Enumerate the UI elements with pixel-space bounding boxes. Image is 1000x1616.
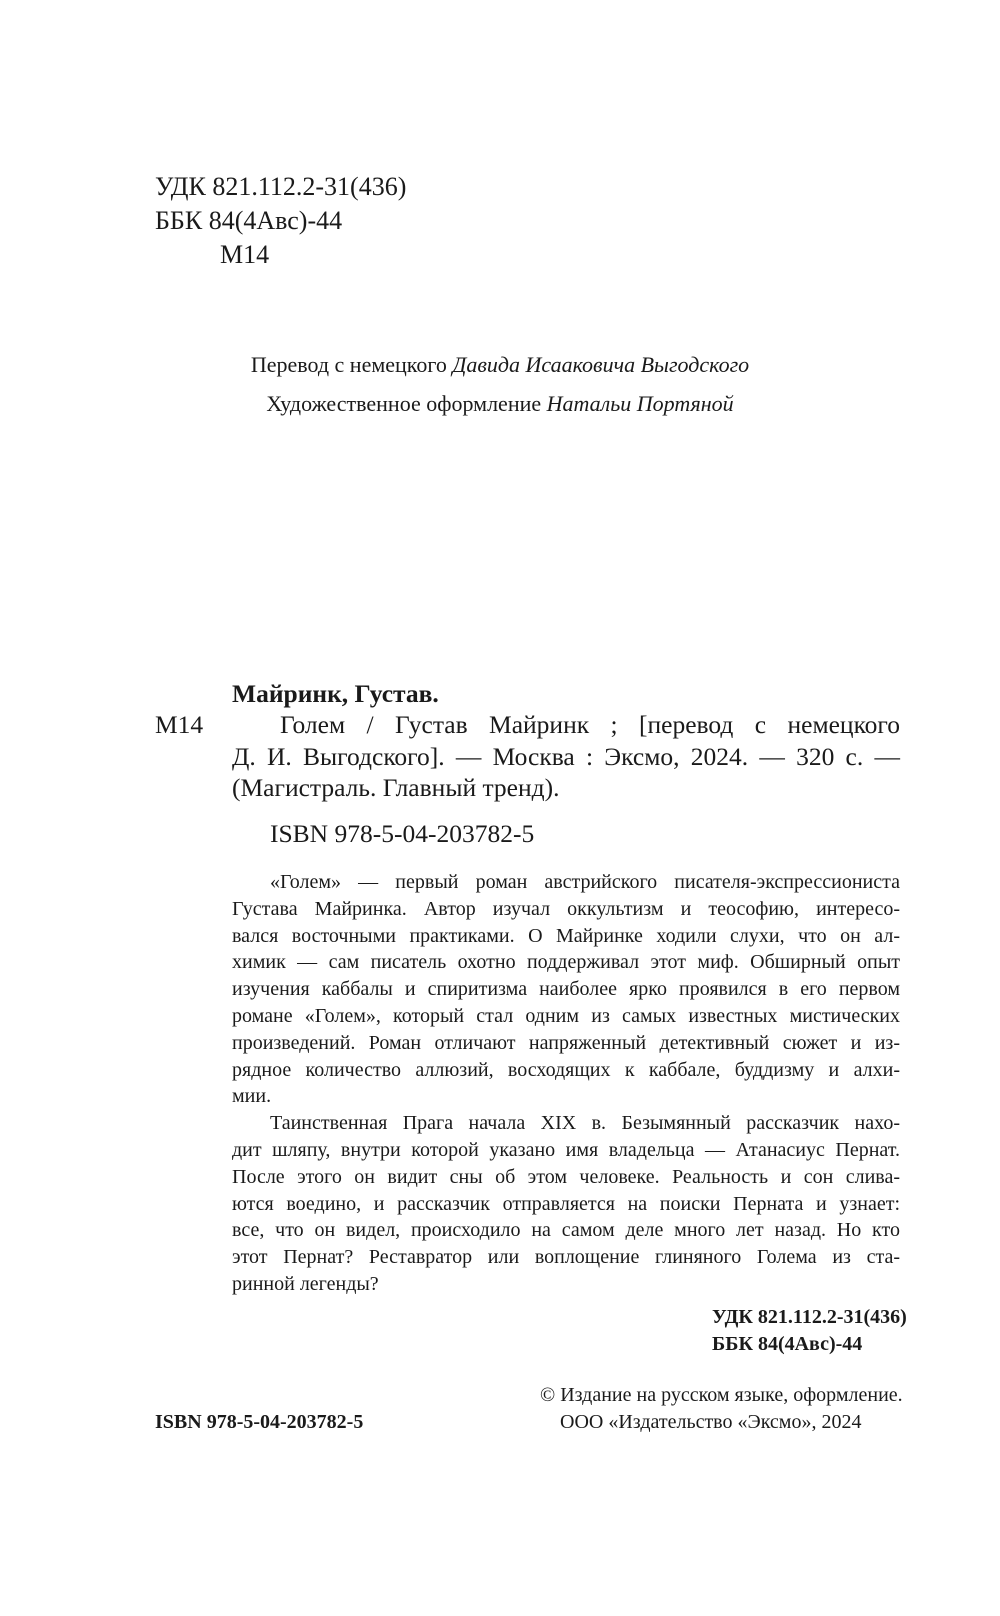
annotation-paragraph-2 bbox=[232, 1110, 900, 1298]
entry-line-1: Голем / Густав Майринк ; [перевод с немецкого bbox=[280, 710, 900, 739]
annotation-paragraph-1 bbox=[232, 869, 900, 1110]
annotation-line: романе «Голем», который стал одним из самых известных мистических bbox=[232, 1004, 900, 1027]
annotation-line: все, что он видел, происходило на самом деле много лет назад. Но кто bbox=[232, 1219, 900, 1242]
bottom-udk: УДК 821.112.2-31(436) bbox=[712, 1306, 907, 1328]
top-bbk: ББК 84(4Авс)-44 bbox=[155, 206, 343, 235]
annotation-line: мии. bbox=[232, 1085, 272, 1108]
annotation bbox=[232, 869, 900, 1298]
annotation-line: Таинственная Прага начала XIX в. Безымянный рассказчик нахо- bbox=[270, 1112, 900, 1135]
translation-credit bbox=[0, 345, 1000, 384]
top-author-mark: М14 bbox=[220, 240, 270, 269]
bottom-bbk: ББК 84(4Авс)-44 bbox=[712, 1333, 863, 1355]
top-udk: УДК 821.112.2-31(436) bbox=[155, 172, 407, 201]
annotation-line: рядное количество аллюзий, восходящих к каббале, буддизму и алхи- bbox=[232, 1058, 900, 1081]
entry-description bbox=[232, 709, 900, 804]
footer-isbn: ISBN 978-5-04-203782-5 bbox=[155, 1411, 364, 1433]
entry-heading: Майринк, Густав. bbox=[232, 679, 439, 708]
annotation-line: Густава Майринка. Автор изучал оккультизм и теософию, интересо- bbox=[232, 897, 900, 920]
annotation-line: этот Пернат? Реставратор или воплощение глиняного Голема из ста- bbox=[232, 1246, 900, 1269]
entry-isbn: ISBN 978-5-04-203782-5 bbox=[270, 819, 535, 848]
translator-name: Давида Исааковича Выгодского bbox=[452, 352, 750, 377]
copyright-line-1: © Издание на русском языке, оформление. bbox=[540, 1384, 903, 1406]
entry-line-3: (Магистраль. Главный тренд). bbox=[232, 773, 560, 802]
entry-author-mark: М14 bbox=[155, 710, 204, 739]
copyright-line-2: ООО «Издательство «Эксмо», 2024 bbox=[560, 1411, 862, 1433]
design-prefix: Художественное оформление bbox=[266, 391, 542, 416]
annotation-line: После этого он видит сны об этом человеке. Реальность и сон слива- bbox=[232, 1165, 900, 1188]
entry-line-2: Д. И. Выгодского]. — Москва : Эксмо, 2024. — 320 с. — bbox=[232, 741, 900, 771]
annotation-line: вался восточными практиками. О Майринке ходили слухи, что он ал- bbox=[232, 924, 900, 947]
annotation-line: «Голем» — первый роман австрийского писателя-экспрессиониста bbox=[270, 871, 900, 893]
annotation-line: дит шляпу, внутри которой указано имя владельца — Атанасиус Пернат. bbox=[232, 1138, 900, 1161]
design-credit bbox=[0, 384, 1000, 423]
annotation-line: химик — сам писатель охотно поддерживал этот миф. Обширный опыт bbox=[232, 951, 900, 974]
annotation-line: изучения каббалы и спиритизма наиболее ярко проявился в его первом bbox=[232, 978, 900, 1001]
translation-prefix: Перевод с немецкого bbox=[250, 352, 447, 377]
designer-name: Натальи Портяной bbox=[546, 391, 734, 416]
annotation-line: ринной легенды? bbox=[232, 1272, 379, 1295]
annotation-line: произведений. Роман отличают напряженный детективный сюжет и из- bbox=[232, 1031, 900, 1054]
annotation-line: ются воедино, и рассказчик отправляется на поиски Перната и узнает: bbox=[232, 1192, 900, 1215]
